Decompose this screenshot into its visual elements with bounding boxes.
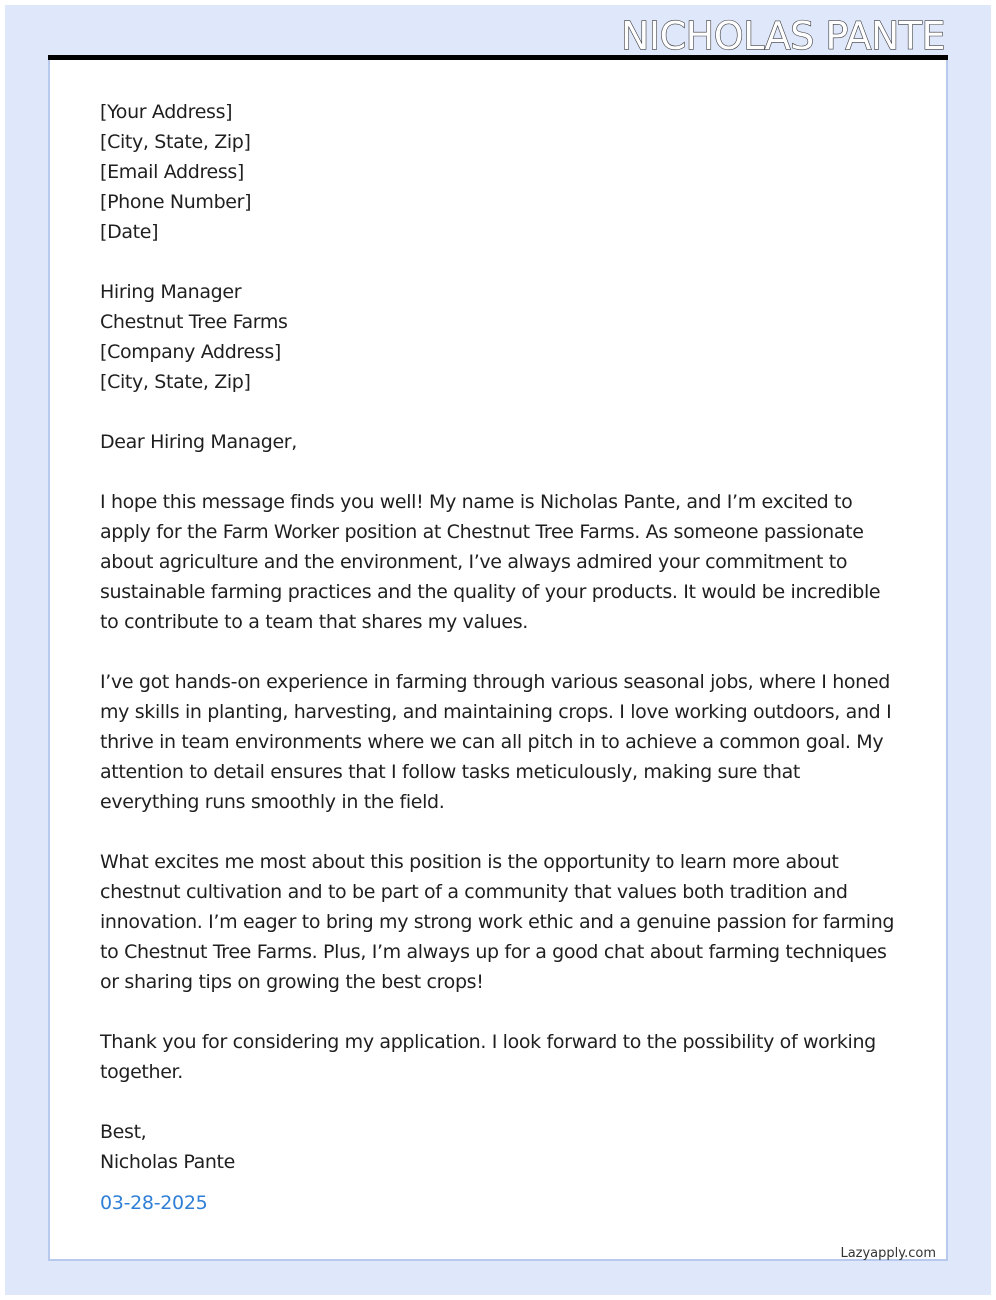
- salutation: Dear Hiring Manager,: [100, 431, 297, 453]
- letter-date: 03-28-2025: [100, 1192, 208, 1214]
- recipient-title: Hiring Manager: [100, 281, 242, 303]
- paragraph-thanks: Thank you for considering my application. I look forward to the possibility of working together.: [100, 1031, 876, 1083]
- header-name: NICHOLAS PANTE: [620, 14, 945, 58]
- signoff: Best,: [100, 1121, 147, 1143]
- recipient-address: [Company Address]: [100, 341, 281, 363]
- sender-address: [Your Address]: [100, 101, 233, 123]
- sender-email: [Email Address]: [100, 161, 244, 183]
- sender-date: [Date]: [100, 221, 159, 243]
- paragraph-motivation: What excites me most about this position is the opportunity to learn more about chestnut cultivation and to be part of a community that values both tradition and innovation. I’m eager to bring my strong work ethic and a genuine passion for farming to Chestnut Tree Farms. Plus, I’m always up for a good chat about farming techniques or sharing tips on growing the best crops!: [100, 851, 895, 993]
- paragraph-experience: I’ve got hands-on experience in farming through various seasonal jobs, where I honed my skills in planting, harvesting, and maintaining crops. I love working outdoors, and I thrive in team environments where we can all pitch in to achieve a common goal. My attention to detail ensures that I follow tasks meticulously, making sure that everything runs smoothly in the field.: [100, 671, 892, 813]
- sender-phone: [Phone Number]: [100, 191, 252, 213]
- signature: Nicholas Pante: [100, 1151, 235, 1173]
- recipient-city-state-zip: [City, State, Zip]: [100, 371, 251, 393]
- paragraph-intro: I hope this message finds you well! My name is Nicholas Pante, and I’m excited to apply for the Farm Worker position at Chestnut Tree Farms. As someone passionate about agriculture and the environment, I’ve always admired your commitment to sustainable farming practices and the quality of your products. It would be incredible to contribute to a team that shares my values.: [100, 491, 881, 633]
- sender-city-state-zip: [City, State, Zip]: [100, 131, 251, 153]
- sender-block: [100, 97, 900, 247]
- letter-body: [100, 97, 900, 1177]
- recipient-company: Chestnut Tree Farms: [100, 311, 288, 333]
- watermark: Lazyapply.com: [840, 1246, 936, 1261]
- recipient-block: [100, 277, 900, 397]
